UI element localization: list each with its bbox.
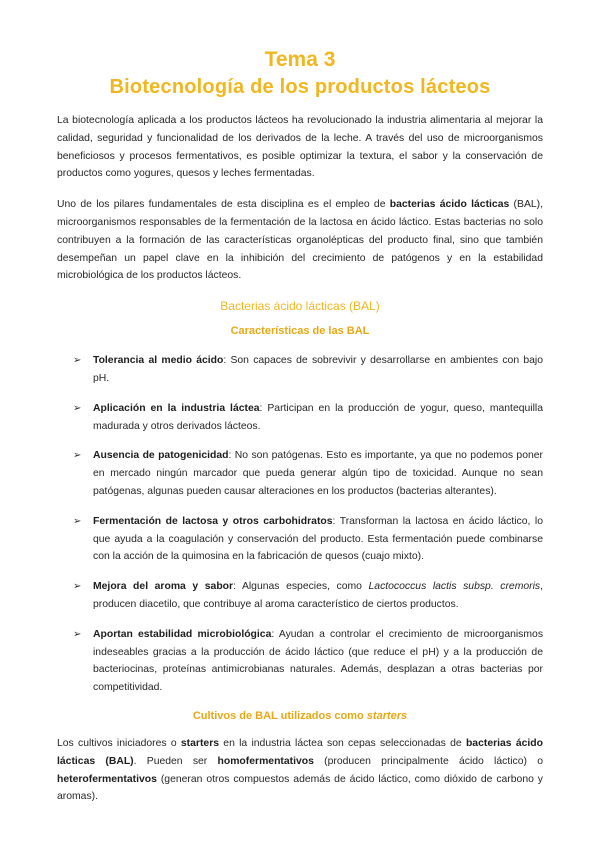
arrow-bullet-icon: ➢ [73, 450, 82, 462]
item-text: : Ayudan a controlar el crecimiento de microorganismos indeseables gracias a la producción de ácido láctico (que reduce el pH) y a la producción de bacteriocinas, proteínas antimicrobianas naturales. Además, desplazan a otras bacterias por competitividad. [93, 628, 544, 694]
intro-paragraph: La biotecnología aplicada a los productos lácteos ha revolucionado la industria alimentaria al mejorar la calidad, seguridad y funcionalidad de los derivados de la leche. A través del uso de microorganismos beneficiosos y procesos fermentativos, es posible optimizar la textura, el sabor y la conservación de productos como yogures, quesos y leches fermentadas. [57, 115, 543, 180]
item-term: Mejora del aroma y sabor [93, 581, 234, 593]
list-item [57, 400, 543, 436]
item-term: Fermentación de lactosa y otros carbohidratos [93, 515, 333, 527]
bold-term: heterofermentativos [57, 773, 157, 785]
bold-term: starters [180, 737, 220, 749]
text-run: en la industria láctea son cepas seleccionadas de [219, 737, 466, 749]
arrow-bullet-icon: ➢ [73, 355, 82, 367]
item-term: Ausencia de patogenicidad [93, 450, 229, 462]
arrow-bullet-icon: ➢ [73, 581, 82, 593]
starters-paragraph [57, 735, 543, 806]
list-item [57, 626, 543, 697]
item-term: Aportan estabilidad microbiológica [93, 628, 272, 640]
heading-text: Cultivos de BAL utilizados como [192, 709, 367, 722]
item-text: : Algunas especies, como [233, 581, 369, 593]
list-item [57, 513, 543, 566]
item-text: : No son patógenas. Esto es importante, ya que no podemos poner en mercado ningún marcador que pueda generar algún tipo de toxicidad. Aunque no sean patógenas, algunas pueden causar alteraciones en los productos (bacterias alterantes). [93, 450, 544, 497]
list-item [57, 447, 543, 500]
section-heading: Bacterias ácido lácticas (BAL) [220, 299, 380, 314]
text-run: (producen principalmente ácido láctico) o [313, 755, 543, 767]
characteristics-list [57, 352, 543, 697]
page-subtitle: Biotecnología de los productos lácteos [109, 76, 491, 98]
page-title: Tema 3 [264, 48, 336, 71]
text-run: Los cultivos iniciadores o [57, 737, 181, 749]
item-text: , producen diacetilo, que contribuye al aroma característico de ciertos productos. [93, 581, 543, 610]
text-run: (BAL), microorganismos responsables de la fermentación de la lactosa en ácido láctico. Estas bacterias no solo contribuyen a la formación de las características organolépticas del producto final, sino que también desempeñan un papel clave en la inhibición del crecimiento de patógenos y en la estabilidad microbiológica de los productos lácteos. [57, 199, 544, 282]
arrow-bullet-icon: ➢ [73, 515, 82, 527]
list-item [57, 352, 543, 388]
item-text: : Transforman la lactosa en ácido láctico, lo que ayuda a la coagulación y conservación del producto. Esta fermentación puede combinarse con la acción de la quimosina en la fabricación de quesos (cuajo mixto). [93, 515, 543, 563]
list-item [57, 578, 543, 614]
bold-term: bacterias ácido lácticas (BAL) [57, 737, 543, 767]
bal-intro-paragraph [57, 196, 543, 285]
item-text: : Son capaces de sobrevivir y desarrollarse en ambientes con bajo pH. [93, 355, 544, 384]
heading-italic: starters [366, 709, 408, 722]
bold-term: homofermentativos [217, 755, 314, 767]
item-term: Tolerancia al medio ácido [93, 355, 224, 367]
starters-heading [57, 709, 543, 723]
item-term: Aplicación en la industria láctea [93, 402, 260, 414]
species-name: Lactococcus lactis subsp. cremoris [368, 581, 541, 593]
text-run: Uno de los pilares fundamentales de esta disciplina es el empleo de [57, 199, 390, 211]
text-run: (generan otros compuestos además de ácido láctico, como dióxido de carbono y aromas). [57, 773, 543, 803]
bold-term: bacterias ácido lácticas [389, 199, 510, 211]
item-text: : Participan en la producción de yogur, queso, mantequilla madurada y otros derivados lácteos. [93, 402, 543, 432]
arrow-bullet-icon: ➢ [73, 402, 82, 414]
arrow-bullet-icon: ➢ [73, 628, 82, 640]
subsection-heading: Características de las BAL [230, 325, 370, 338]
text-run: . Pueden ser [133, 755, 218, 767]
